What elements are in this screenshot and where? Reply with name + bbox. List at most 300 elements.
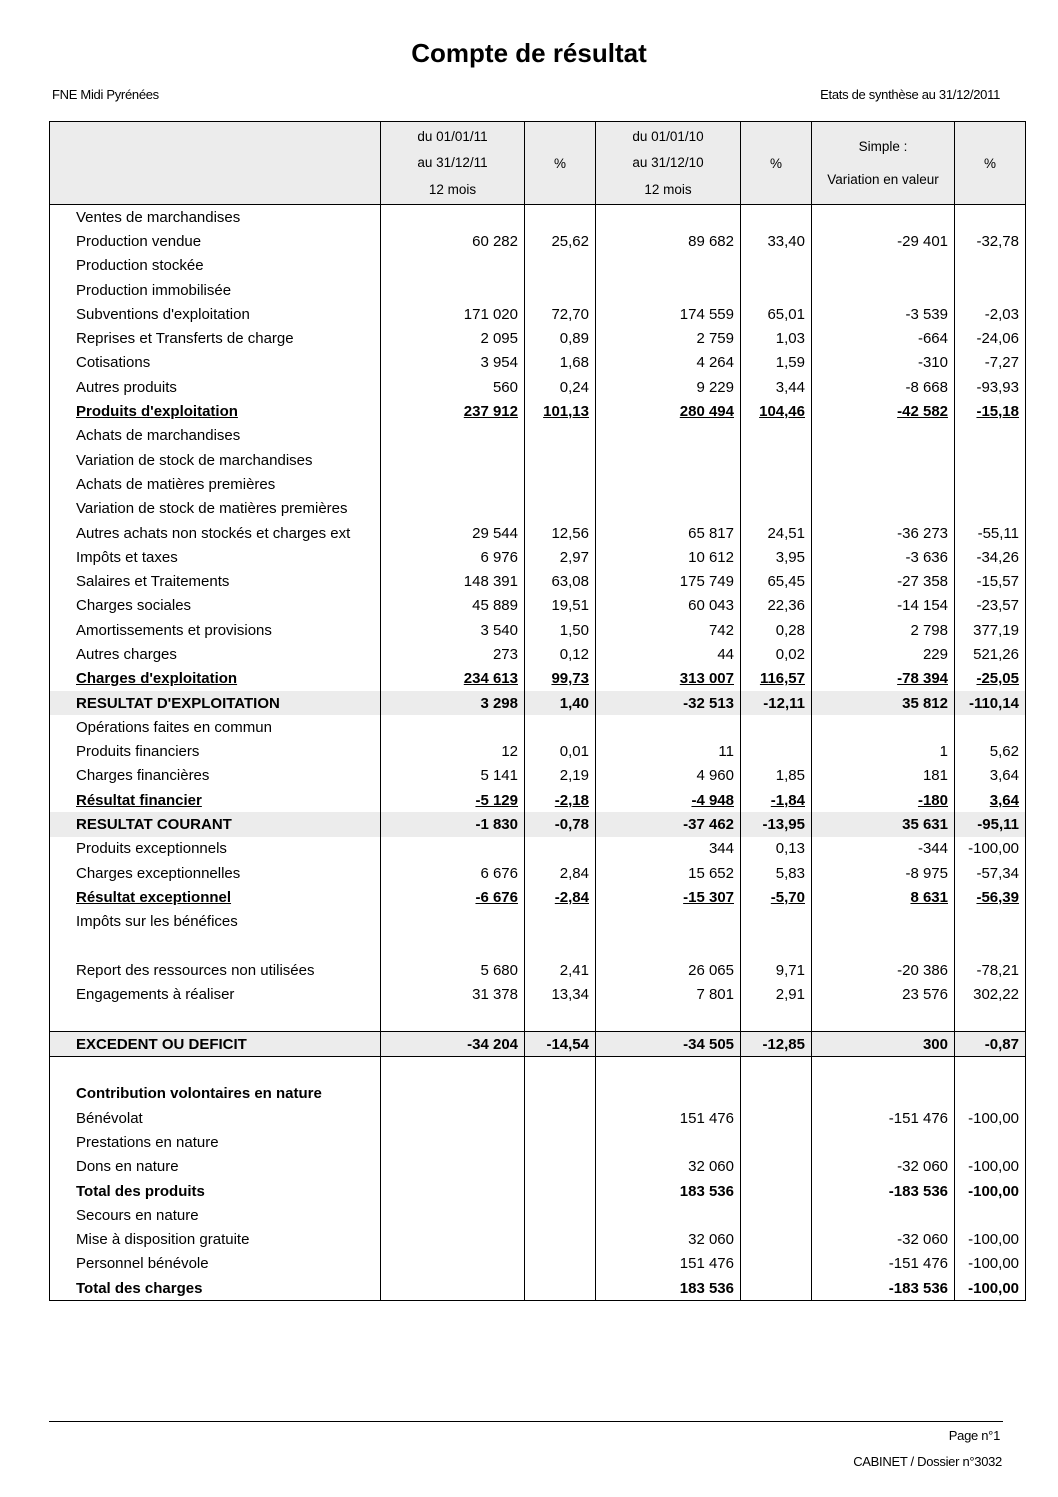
cell-row-label: Report des ressources non utilisées xyxy=(50,958,381,982)
cell-variation-percent xyxy=(955,448,1026,472)
cell-amount-2010: 4 960 xyxy=(596,764,741,788)
cell-percent-2011: 13,34 xyxy=(525,983,596,1007)
cell-row-label: Charges sociales xyxy=(50,594,381,618)
cell-variation-percent: -100,00 xyxy=(955,1227,1026,1251)
cell-variation-percent xyxy=(955,934,1026,958)
cell-amount-2010: 174 559 xyxy=(596,302,741,326)
cell-percent-2010 xyxy=(741,934,812,958)
cell-percent-2011: 19,51 xyxy=(525,594,596,618)
cell-amount-2010 xyxy=(596,910,741,934)
cell-row-label xyxy=(50,885,381,909)
header-period-2011 xyxy=(381,122,525,205)
cell-amount-2011: 3 954 xyxy=(381,351,525,375)
table-row xyxy=(50,885,1026,909)
cell-percent-2011 xyxy=(525,278,596,302)
cell-amount-2010: 89 682 xyxy=(596,229,741,253)
cell-percent-2010 xyxy=(741,399,812,423)
cell-variation-percent: -23,57 xyxy=(955,594,1026,618)
cell-variation-percent: -0,87 xyxy=(955,1032,1026,1057)
table-row xyxy=(50,1252,1026,1276)
cell-variation-amount xyxy=(812,715,955,739)
cell-amount-2011 xyxy=(381,497,525,521)
cell-percent-2011 xyxy=(525,934,596,958)
cell-variation-amount: -8 668 xyxy=(812,375,955,399)
cell-amount-2010 xyxy=(596,1057,741,1082)
cell-percent-2011 xyxy=(525,1007,596,1032)
cell-variation-percent: 302,22 xyxy=(955,983,1026,1007)
cell-percent-2010 xyxy=(741,667,812,691)
cell-value: Résultat exceptionnel xyxy=(76,888,232,906)
cell-variation-percent xyxy=(955,667,1026,691)
cell-variation-percent: -100,00 xyxy=(955,1252,1026,1276)
cell-variation-percent xyxy=(955,205,1026,230)
cell-row-label: Produits financiers xyxy=(50,740,381,764)
cell-row-label: Production vendue xyxy=(50,229,381,253)
cell-percent-2011 xyxy=(525,788,596,812)
header-percent-2011: % xyxy=(525,122,596,205)
cell-amount-2010: 151 476 xyxy=(596,1252,741,1276)
table-row xyxy=(50,1155,1026,1179)
cell-amount-2010: 175 749 xyxy=(596,569,741,593)
header-period-2010-length: 12 mois xyxy=(644,182,692,198)
cell-percent-2010 xyxy=(741,1276,812,1301)
table-row xyxy=(50,812,1026,836)
cell-amount-2011: 5 141 xyxy=(381,764,525,788)
cell-amount-2011 xyxy=(381,1227,525,1251)
table-row xyxy=(50,667,1026,691)
cell-amount-2011: 148 391 xyxy=(381,569,525,593)
cell-variation-amount xyxy=(812,497,955,521)
header-variation-type: Simple : xyxy=(858,139,908,154)
cell-variation-amount: -29 401 xyxy=(812,229,955,253)
cell-percent-2011 xyxy=(525,205,596,230)
cell-amount-2011 xyxy=(381,910,525,934)
cell-percent-2010 xyxy=(741,278,812,302)
cell-row-label: Impôts sur les bénéfices xyxy=(50,910,381,934)
dossier-reference: CABINET / Dossier n°3032 xyxy=(853,1454,1002,1469)
cell-percent-2010: 3,44 xyxy=(741,375,812,399)
cell-amount-2011: 6 676 xyxy=(381,861,525,885)
cell-variation-amount xyxy=(812,1203,955,1227)
cell-percent-2010 xyxy=(741,254,812,278)
cell-variation-amount xyxy=(812,1130,955,1154)
header-period-2010-to: au 31/12/10 xyxy=(632,155,704,171)
cell-amount-2010: 742 xyxy=(596,618,741,642)
cell-variation-amount: -8 975 xyxy=(812,861,955,885)
cell-variation-percent: -2,03 xyxy=(955,302,1026,326)
cell-amount-2011 xyxy=(381,837,525,861)
cell-variation-amount xyxy=(812,885,955,909)
cell-variation-amount: -664 xyxy=(812,326,955,350)
cell-variation-amount xyxy=(812,205,955,230)
cell-percent-2011 xyxy=(525,448,596,472)
cell-variation-amount xyxy=(812,910,955,934)
cell-amount-2011: 171 020 xyxy=(381,302,525,326)
cell-variation-amount xyxy=(812,448,955,472)
cell-amount-2011 xyxy=(381,1082,525,1106)
cell-variation-amount: -151 476 xyxy=(812,1252,955,1276)
cell-row-label: Achats de matières premières xyxy=(50,472,381,496)
cell-variation-amount: -310 xyxy=(812,351,955,375)
cell-variation-amount xyxy=(812,667,955,691)
cell-amount-2010 xyxy=(596,1130,741,1154)
cell-percent-2011: -14,54 xyxy=(525,1032,596,1057)
cell-percent-2010 xyxy=(741,715,812,739)
cell-variation-percent: 521,26 xyxy=(955,642,1026,666)
header-label-column xyxy=(50,122,381,205)
cell-variation-percent: -100,00 xyxy=(955,837,1026,861)
cell-percent-2011: 1,68 xyxy=(525,351,596,375)
cell-amount-2011 xyxy=(381,1203,525,1227)
cell-percent-2011 xyxy=(525,1130,596,1154)
cell-percent-2011: 2,97 xyxy=(525,545,596,569)
cell-percent-2010 xyxy=(741,1203,812,1227)
cell-amount-2011 xyxy=(381,715,525,739)
cell-percent-2010: 1,85 xyxy=(741,764,812,788)
cell-variation-percent xyxy=(955,1007,1026,1032)
cell-value: Produits d'exploitation xyxy=(76,403,238,421)
cell-percent-2011: 0,89 xyxy=(525,326,596,350)
cell-amount-2010: -34 505 xyxy=(596,1032,741,1057)
cell-amount-2011: -34 204 xyxy=(381,1032,525,1057)
cell-percent-2010 xyxy=(741,885,812,909)
table-row xyxy=(50,497,1026,521)
cell-row-label: Autres charges xyxy=(50,642,381,666)
cell-percent-2011 xyxy=(525,1252,596,1276)
cell-variation-percent xyxy=(955,715,1026,739)
table-row xyxy=(50,229,1026,253)
cell-variation-amount: 181 xyxy=(812,764,955,788)
cell-variation-percent xyxy=(955,472,1026,496)
table-row xyxy=(50,1007,1026,1032)
cell-amount-2011: 5 680 xyxy=(381,958,525,982)
cell-percent-2010: 1,59 xyxy=(741,351,812,375)
cell-amount-2010 xyxy=(596,254,741,278)
cell-percent-2010: 3,95 xyxy=(741,545,812,569)
cell-row-label xyxy=(50,667,381,691)
table-row xyxy=(50,278,1026,302)
cell-amount-2011: -1 830 xyxy=(381,812,525,836)
cell-amount-2011 xyxy=(381,1276,525,1301)
cell-row-label xyxy=(50,1007,381,1032)
table-row xyxy=(50,1179,1026,1203)
table-row xyxy=(50,837,1026,861)
cell-variation-amount xyxy=(812,472,955,496)
table-row xyxy=(50,691,1026,715)
table-row xyxy=(50,205,1026,230)
cell-percent-2011 xyxy=(525,399,596,423)
cell-value: 3,64 xyxy=(989,791,1019,809)
cell-amount-2011: 29 544 xyxy=(381,521,525,545)
cell-percent-2011: -0,78 xyxy=(525,812,596,836)
cell-row-label xyxy=(50,1057,381,1082)
cell-variation-amount: 35 812 xyxy=(812,691,955,715)
cell-percent-2011 xyxy=(525,472,596,496)
cell-percent-2011 xyxy=(525,837,596,861)
cell-percent-2010: 0,13 xyxy=(741,837,812,861)
cell-amount-2011 xyxy=(381,254,525,278)
header-period-2011-from: du 01/01/11 xyxy=(417,128,488,144)
cell-variation-percent xyxy=(955,254,1026,278)
income-statement-table xyxy=(49,121,1026,1301)
header-period-2010-from: du 01/01/10 xyxy=(632,128,704,144)
cell-variation-amount: 2 798 xyxy=(812,618,955,642)
cell-amount-2011: 12 xyxy=(381,740,525,764)
cell-amount-2010 xyxy=(596,424,741,448)
cell-row-label: EXCEDENT OU DEFICIT xyxy=(50,1032,381,1057)
cell-amount-2010: 32 060 xyxy=(596,1227,741,1251)
cell-percent-2010 xyxy=(741,788,812,812)
cell-row-label: Subventions d'exploitation xyxy=(50,302,381,326)
cell-percent-2011: 2,19 xyxy=(525,764,596,788)
cell-percent-2011 xyxy=(525,1227,596,1251)
table-header xyxy=(50,122,1026,205)
header-percent-variation: % xyxy=(955,122,1026,205)
cell-value: -15,18 xyxy=(976,403,1019,421)
table-row xyxy=(50,254,1026,278)
cell-amount-2010 xyxy=(596,399,741,423)
cell-value: 313 007 xyxy=(679,670,734,688)
cell-value: 104,46 xyxy=(759,403,805,421)
cell-percent-2010: 22,36 xyxy=(741,594,812,618)
cell-percent-2010: -12,85 xyxy=(741,1032,812,1057)
header-period-2010 xyxy=(596,122,741,205)
cell-value: 101,13 xyxy=(543,403,589,421)
table-row xyxy=(50,1276,1026,1301)
cell-variation-amount: -27 358 xyxy=(812,569,955,593)
cell-row-label: Impôts et taxes xyxy=(50,545,381,569)
cell-variation-amount: -14 154 xyxy=(812,594,955,618)
cell-amount-2011 xyxy=(381,1057,525,1082)
table-row xyxy=(50,569,1026,593)
cell-variation-percent: -55,11 xyxy=(955,521,1026,545)
table-row xyxy=(50,788,1026,812)
cell-percent-2011: 12,56 xyxy=(525,521,596,545)
cell-variation-amount: -36 273 xyxy=(812,521,955,545)
cell-variation-amount: 229 xyxy=(812,642,955,666)
cell-variation-percent xyxy=(955,278,1026,302)
cell-percent-2011 xyxy=(525,910,596,934)
table-row xyxy=(50,1106,1026,1130)
cell-amount-2010: 7 801 xyxy=(596,983,741,1007)
cell-percent-2011 xyxy=(525,1155,596,1179)
table-row xyxy=(50,740,1026,764)
cell-amount-2010: 15 652 xyxy=(596,861,741,885)
cell-amount-2011 xyxy=(381,424,525,448)
cell-amount-2011: 273 xyxy=(381,642,525,666)
cell-percent-2011: 0,24 xyxy=(525,375,596,399)
cell-value: -2,84 xyxy=(554,888,589,906)
cell-row-label: Charges financières xyxy=(50,764,381,788)
cell-row-label: Prestations en nature xyxy=(50,1130,381,1154)
cell-amount-2010: 344 xyxy=(596,837,741,861)
organization-name: FNE Midi Pyrénées xyxy=(52,87,159,102)
table-row xyxy=(50,326,1026,350)
table-row xyxy=(50,983,1026,1007)
cell-variation-amount: -151 476 xyxy=(812,1106,955,1130)
table-row xyxy=(50,861,1026,885)
cell-row-label: Salaires et Traitements xyxy=(50,569,381,593)
cell-amount-2010 xyxy=(596,885,741,909)
cell-percent-2010 xyxy=(741,448,812,472)
cell-row-label: Total des produits xyxy=(50,1179,381,1203)
header-period-2011-length: 12 mois xyxy=(428,182,477,198)
cell-amount-2010 xyxy=(596,934,741,958)
cell-variation-percent: -95,11 xyxy=(955,812,1026,836)
cell-value: 237 912 xyxy=(463,403,518,421)
table-row xyxy=(50,934,1026,958)
cell-percent-2010 xyxy=(741,472,812,496)
cell-percent-2010 xyxy=(741,1252,812,1276)
cell-percent-2010 xyxy=(741,424,812,448)
cell-row-label: Mise à disposition gratuite xyxy=(50,1227,381,1251)
cell-amount-2011 xyxy=(381,1155,525,1179)
table-body xyxy=(50,205,1026,1301)
cell-variation-percent: -57,34 xyxy=(955,861,1026,885)
cell-variation-percent xyxy=(955,399,1026,423)
cell-row-label: Variation de stock de marchandises xyxy=(50,448,381,472)
cell-variation-amount: -32 060 xyxy=(812,1155,955,1179)
table-row xyxy=(50,521,1026,545)
cell-percent-2011 xyxy=(525,424,596,448)
cell-percent-2010 xyxy=(741,910,812,934)
cell-amount-2011 xyxy=(381,667,525,691)
table-row xyxy=(50,472,1026,496)
cell-value: -4 948 xyxy=(691,791,734,809)
cell-amount-2011: 45 889 xyxy=(381,594,525,618)
cell-row-label: Secours en nature xyxy=(50,1203,381,1227)
cell-row-label: Cotisations xyxy=(50,351,381,375)
cell-percent-2011 xyxy=(525,1106,596,1130)
cell-variation-percent: -100,00 xyxy=(955,1155,1026,1179)
cell-amount-2010: 32 060 xyxy=(596,1155,741,1179)
cell-variation-percent xyxy=(955,424,1026,448)
cell-amount-2011: 2 095 xyxy=(381,326,525,350)
table-row xyxy=(50,910,1026,934)
cell-percent-2010: 65,45 xyxy=(741,569,812,593)
cell-amount-2010: 44 xyxy=(596,642,741,666)
cell-value: -6 676 xyxy=(475,888,518,906)
cell-value: 234 613 xyxy=(463,670,518,688)
cell-variation-amount: -344 xyxy=(812,837,955,861)
cell-amount-2010: 151 476 xyxy=(596,1106,741,1130)
cell-amount-2010: -37 462 xyxy=(596,812,741,836)
table-row xyxy=(50,764,1026,788)
cell-row-label: Total des charges xyxy=(50,1276,381,1301)
cell-amount-2010 xyxy=(596,205,741,230)
cell-variation-amount: -183 536 xyxy=(812,1179,955,1203)
cell-amount-2011 xyxy=(381,934,525,958)
table-row xyxy=(50,958,1026,982)
cell-variation-percent: -100,00 xyxy=(955,1106,1026,1130)
cell-percent-2010 xyxy=(741,497,812,521)
cell-amount-2010: 2 759 xyxy=(596,326,741,350)
cell-amount-2010: 9 229 xyxy=(596,375,741,399)
cell-percent-2010: 33,40 xyxy=(741,229,812,253)
cell-percent-2010 xyxy=(741,1082,812,1106)
cell-amount-2010: 65 817 xyxy=(596,521,741,545)
cell-amount-2011 xyxy=(381,278,525,302)
cell-row-label xyxy=(50,399,381,423)
cell-amount-2011 xyxy=(381,885,525,909)
cell-variation-percent xyxy=(955,910,1026,934)
table-row xyxy=(50,1082,1026,1106)
cell-percent-2010: 1,03 xyxy=(741,326,812,350)
cell-variation-amount: -32 060 xyxy=(812,1227,955,1251)
cell-variation-percent: -110,14 xyxy=(955,691,1026,715)
cell-percent-2011: 25,62 xyxy=(525,229,596,253)
statement-date: Etats de synthèse au 31/12/2011 xyxy=(820,87,1000,102)
cell-amount-2010 xyxy=(596,1007,741,1032)
cell-amount-2011 xyxy=(381,1179,525,1203)
cell-percent-2010 xyxy=(741,205,812,230)
cell-row-label: Bénévolat xyxy=(50,1106,381,1130)
page-number: Page n°1 xyxy=(948,1428,1000,1443)
cell-row-label: Variation de stock de matières premières xyxy=(50,497,381,521)
cell-variation-percent xyxy=(955,885,1026,909)
cell-amount-2010 xyxy=(596,278,741,302)
cell-percent-2011: 1,40 xyxy=(525,691,596,715)
cell-row-label: Personnel bénévole xyxy=(50,1252,381,1276)
cell-variation-percent: 5,62 xyxy=(955,740,1026,764)
cell-percent-2011: 2,41 xyxy=(525,958,596,982)
table-row xyxy=(50,351,1026,375)
cell-percent-2011 xyxy=(525,667,596,691)
cell-percent-2010 xyxy=(741,1007,812,1032)
cell-variation-percent: -7,27 xyxy=(955,351,1026,375)
cell-amount-2010 xyxy=(596,448,741,472)
cell-percent-2011 xyxy=(525,254,596,278)
cell-row-label: Amortissements et provisions xyxy=(50,618,381,642)
cell-value: -56,39 xyxy=(976,888,1019,906)
cell-variation-percent: 377,19 xyxy=(955,618,1026,642)
cell-amount-2011: 3 298 xyxy=(381,691,525,715)
cell-percent-2010 xyxy=(741,1130,812,1154)
cell-percent-2010: 24,51 xyxy=(741,521,812,545)
cell-row-label: Produits exceptionnels xyxy=(50,837,381,861)
cell-amount-2011: 560 xyxy=(381,375,525,399)
cell-value: Résultat financier xyxy=(76,791,202,809)
cell-variation-percent: -100,00 xyxy=(955,1276,1026,1301)
cell-amount-2010: 183 536 xyxy=(596,1276,741,1301)
cell-variation-amount xyxy=(812,254,955,278)
header-variation xyxy=(812,122,955,205)
cell-amount-2010: 10 612 xyxy=(596,545,741,569)
cell-percent-2011 xyxy=(525,1179,596,1203)
cell-value: 8 631 xyxy=(910,888,948,906)
table-row xyxy=(50,448,1026,472)
cell-amount-2011: 6 976 xyxy=(381,545,525,569)
table-row xyxy=(50,399,1026,423)
cell-value: -1,84 xyxy=(770,791,805,809)
cell-variation-amount: -3 636 xyxy=(812,545,955,569)
cell-value: -42 582 xyxy=(897,403,948,421)
cell-variation-amount: -3 539 xyxy=(812,302,955,326)
cell-percent-2010: 65,01 xyxy=(741,302,812,326)
cell-variation-amount xyxy=(812,934,955,958)
cell-row-label: Ventes de marchandises xyxy=(50,205,381,230)
cell-row-label: Reprises et Transferts de charge xyxy=(50,326,381,350)
cell-percent-2011: 63,08 xyxy=(525,569,596,593)
cell-amount-2010: -32 513 xyxy=(596,691,741,715)
cell-variation-percent xyxy=(955,497,1026,521)
table-row xyxy=(50,715,1026,739)
cell-percent-2010: -12,11 xyxy=(741,691,812,715)
cell-variation-amount xyxy=(812,1082,955,1106)
cell-row-label: Engagements à réaliser xyxy=(50,983,381,1007)
cell-row-label: RESULTAT D'EXPLOITATION xyxy=(50,691,381,715)
cell-value: 99,73 xyxy=(551,670,589,688)
